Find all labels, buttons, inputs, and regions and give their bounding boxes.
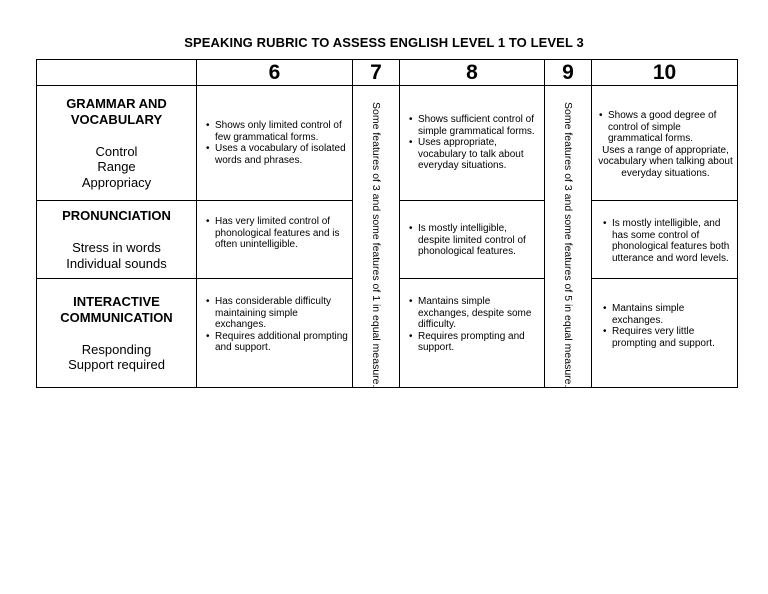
score-header-row [37,60,738,86]
list-item: • Has very limited control of phonological features and is often unintelligible. [206,216,340,250]
score-header-6: 6 [197,60,353,86]
score-7-column [353,86,400,388]
descriptor-10 [592,279,738,388]
criterion-subitems: Control Range Appropriacy [81,143,152,190]
score-9-column [545,86,592,388]
score-header-9: 9 [545,60,592,86]
score-header-7: 7 [353,60,400,86]
score-header-10: 10 [592,60,738,86]
score-header-8: 8 [400,60,545,86]
descriptor-8 [400,279,545,388]
vertical-note-7: Some features of 3 and some features of 1 in equal measure. [370,102,382,388]
list-item: • Uses a vocabulary of isolated words and phrases. [206,143,346,166]
criterion-name: INTERACTIVE COMMUNICATION [60,293,173,325]
list-item: • Shows sufficient control of simple grammatical forms. [409,114,535,137]
descriptor-8 [400,201,545,279]
descriptor-6 [197,86,353,201]
descriptor-10: • Shows a good degree of control of simple grammatical forms. Uses a range of appropriate, vocabulary when talking about everyday situations. [592,86,738,201]
header-empty-cell [37,60,197,86]
criterion-subitems: Responding Support required [68,341,165,372]
list-item: • Is mostly intelligible, and has some control of phonological features both utterance and word levels. [603,218,730,264]
vertical-note-9: Some features of 3 and some features of 5 in equal measure. [562,102,574,388]
descriptor-6 [197,201,353,279]
descriptor-10 [592,201,738,279]
list-item: • Has considerable difficulty maintaining simple exchanges. [206,296,331,330]
list-item: • Is mostly intelligible, despite limited control of phonological features. [409,223,526,257]
list-item: • Requires additional prompting and support. [206,330,348,353]
page-title: SPEAKING RUBRIC TO ASSESS ENGLISH LEVEL 1 TO LEVEL 3 [184,35,584,50]
rubric-row-grammar [37,86,738,201]
criterion-name: PRONUNCIATION [62,208,171,223]
list-item: • Shows only limited control of few grammatical forms. [206,120,342,143]
list-item: • Requires prompting and support. [409,330,525,353]
list-item: • Mantains simple exchanges. [603,303,685,326]
list-item: • Uses appropriate, vocabulary to talk about everyday situations. [409,137,524,171]
descriptor-6 [197,279,353,388]
criterion-grammar [37,86,197,201]
descriptor-8 [400,86,545,201]
criterion-subitems: Stress in words Individual sounds [66,240,167,271]
rubric-table [36,59,738,388]
criterion-pronunciation [37,201,197,279]
list-item: • Requires very little prompting and support. [603,326,715,349]
criterion-interactive [37,279,197,388]
list-item: • Shows a good degree of control of simple grammatical forms. [599,110,717,144]
list-item: • Mantains simple exchanges, despite some difficulty. [409,296,532,330]
criterion-name: GRAMMAR AND VOCABULARY [66,95,167,127]
